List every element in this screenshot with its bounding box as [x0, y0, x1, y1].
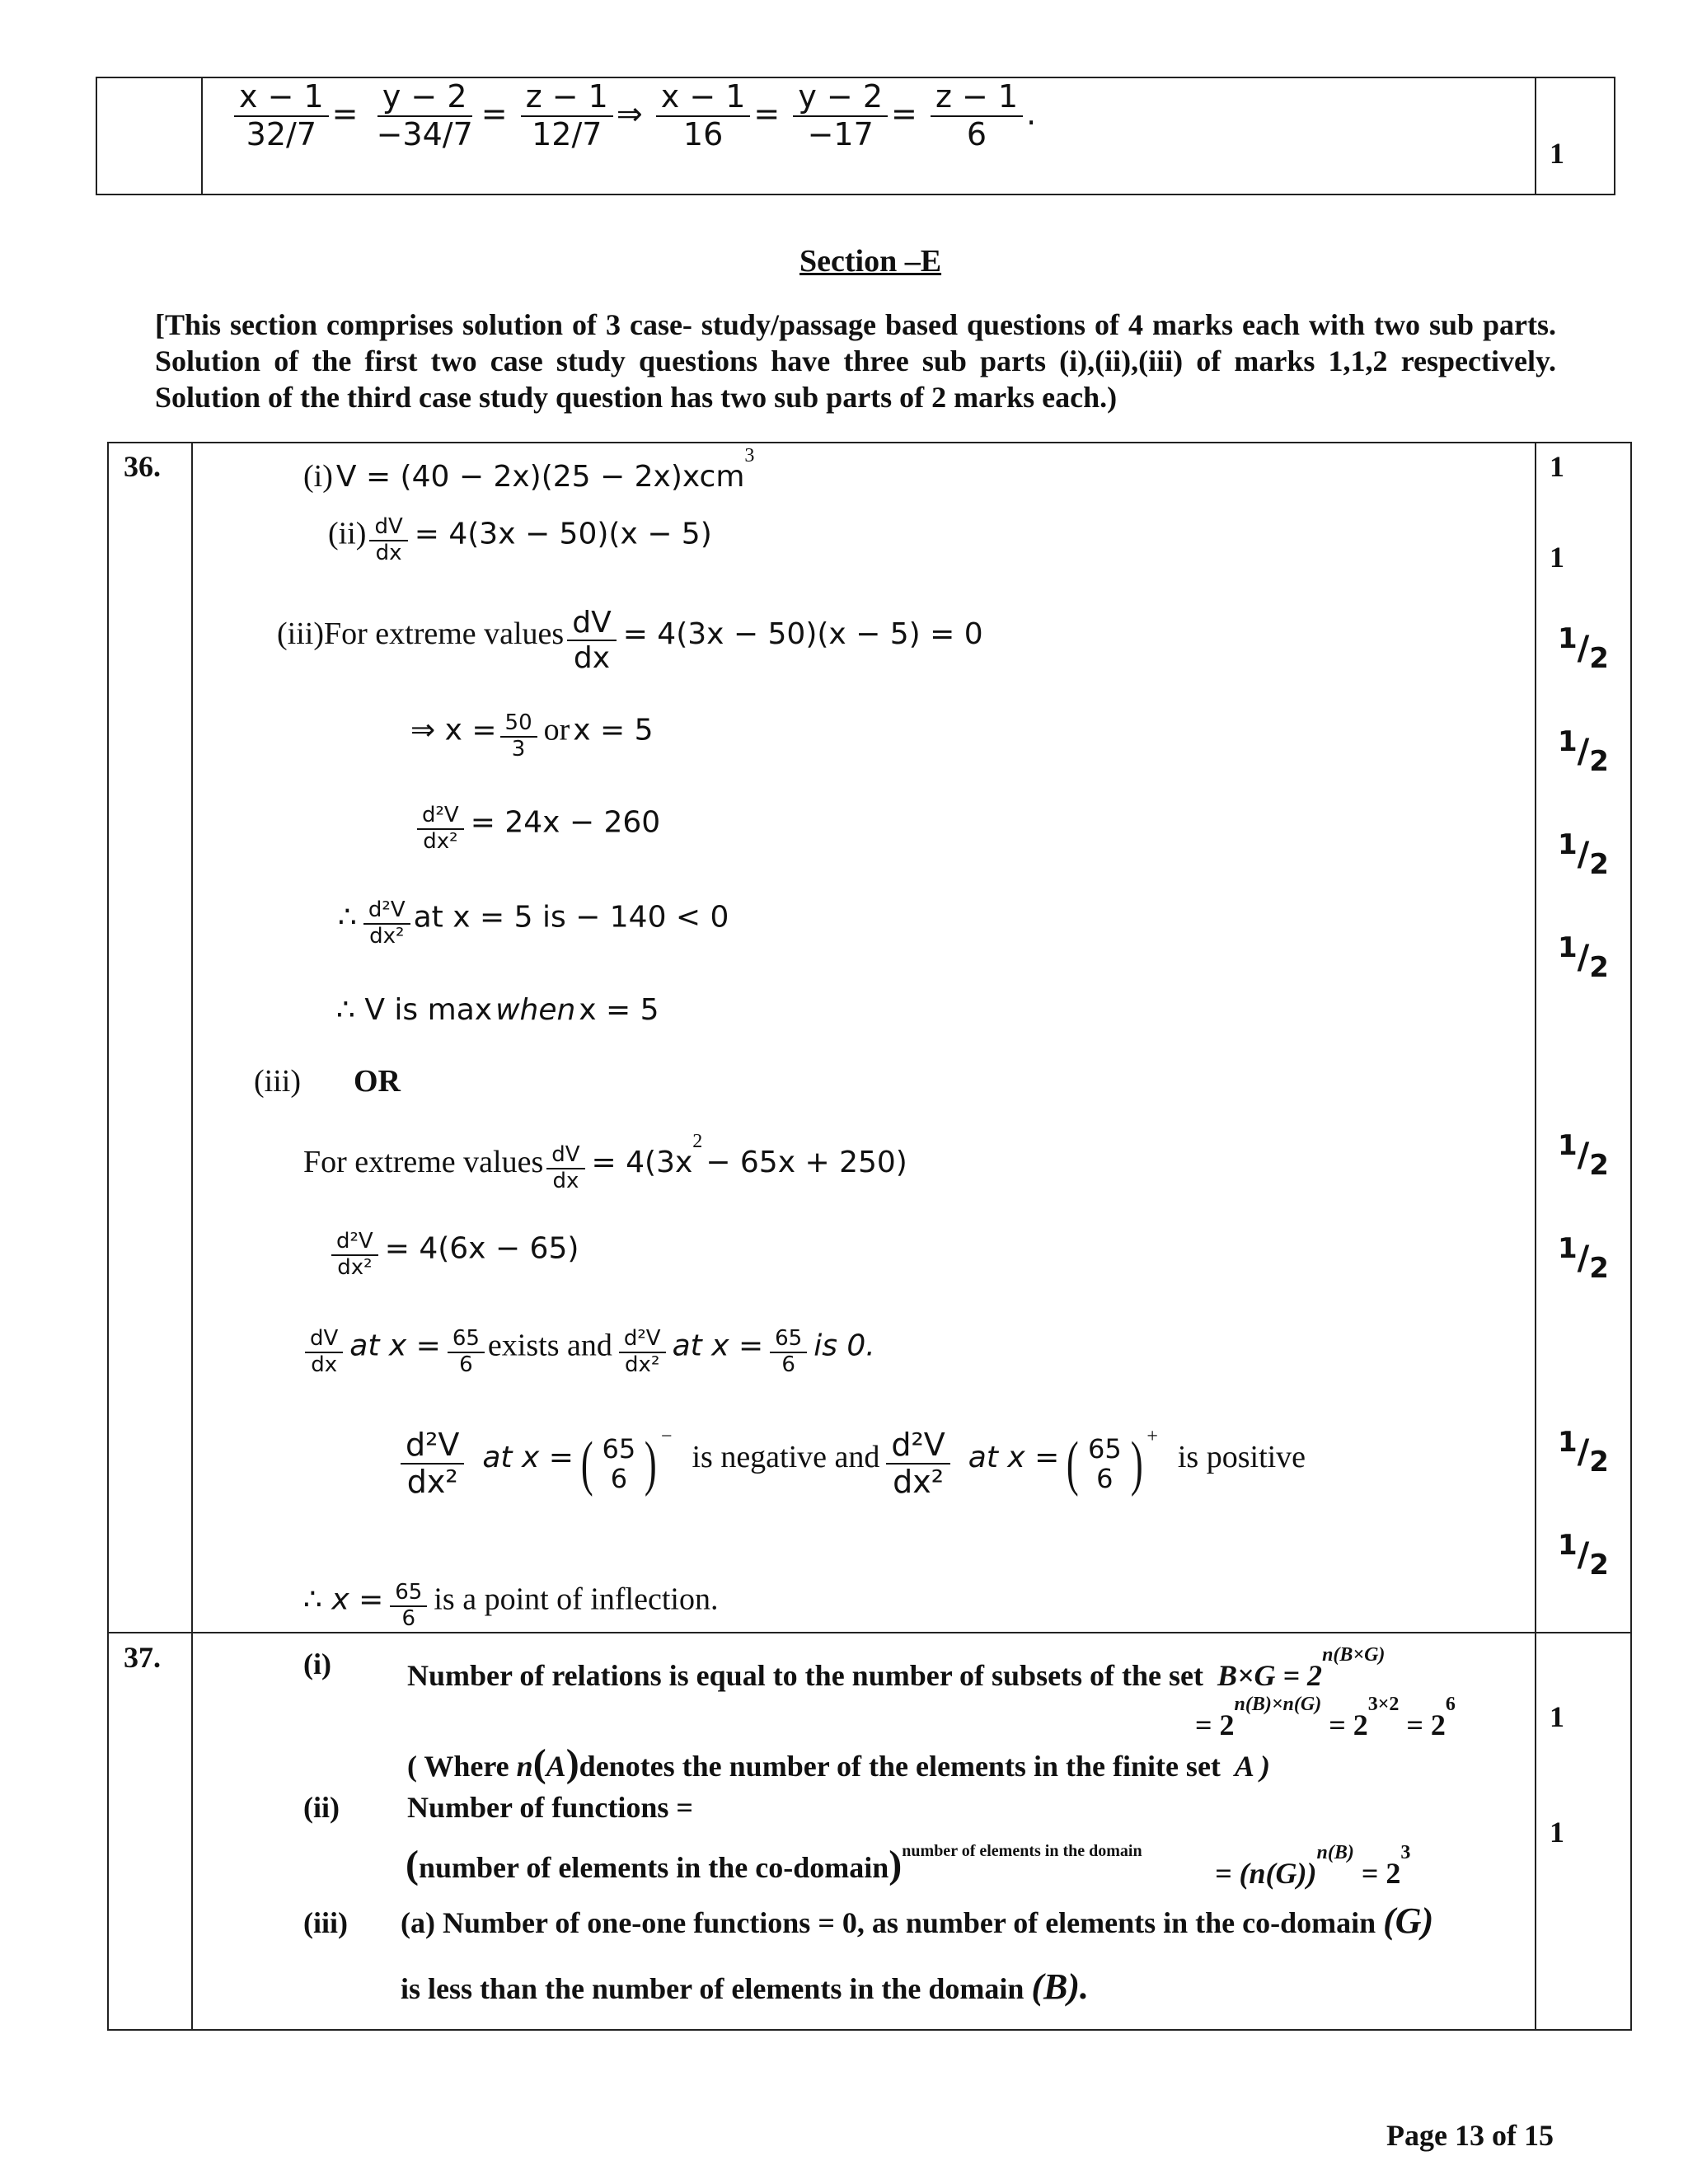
- q37-ii-text: Number of functions =: [407, 1791, 693, 1824]
- top-row-divider-right: [1535, 77, 1536, 195]
- top-row-mark: 1: [1550, 137, 1564, 170]
- q36-or-first-derivative: For extreme values $\frac{dV}{dx}$ = 4(3x2 − 65x + 250): [303, 1131, 907, 1194]
- q36-v-max: ∴ V is max when x = 5: [336, 993, 659, 1027]
- q37-ii-formula: (number of elements in the co-domain)$^{number of elements in the domain}$: [406, 1842, 1142, 1886]
- table-col-divider-left: [191, 442, 193, 2031]
- q36-part-i: (i) V = (40 − 2x)(25 − 2x)xcm3: [303, 445, 755, 494]
- q37-where-note: ( Where n(A)denotes the number of the elements in the finite set A ): [407, 1741, 1270, 1785]
- q36-second-derivative-at-5: ∴ $\frac{\text{d²V}}{\text{dx²}}$ at x = 5 is − 140 < 0: [338, 898, 729, 949]
- question-number-36: 36.: [124, 450, 161, 483]
- q36-mark-half-8: $^1/_2$: [1558, 1529, 1609, 1582]
- q36-or-second-derivative: $\frac{\text{d²V}}{\text{dx²}}$ = 4(6x − 65): [328, 1230, 579, 1281]
- q36-inflection: ∴ x = $\frac{65}{6}$ is a point of inflection.: [303, 1580, 719, 1631]
- top-row-divider-left: [201, 77, 203, 195]
- q36-second-derivative: $\frac{\text{d²V}}{\text{dx²}}$ = 24x − 260: [414, 804, 660, 855]
- q36-part-ii: (ii) $\frac{dV}{dx}$ = 4(3x − 50)(x − 5): [328, 514, 712, 565]
- q36-or-heading: (iii) OR: [254, 1064, 401, 1099]
- q37-iii-label: (iii): [303, 1906, 348, 1939]
- table-row-divider: [107, 1632, 1632, 1633]
- q37-mark-i: 1: [1550, 1700, 1564, 1733]
- q36-mark-half-1: $^1/_2$: [1558, 622, 1609, 675]
- q37-i-label: (i): [303, 1647, 331, 1680]
- table-col-divider-right: [1535, 442, 1536, 2031]
- q36-mark-i: 1: [1550, 450, 1564, 483]
- q37-mark-ii: 1: [1550, 1816, 1564, 1849]
- q36-mark-half-7: $^1/_2$: [1558, 1426, 1609, 1479]
- q36-or-exists: $\frac{dV}{dx}$ at x = $\frac{65}{6}$ exists and $\frac{\text{d²V}}{\text{dx²}}$ at x = $\frac{65}{6}$ is 0.: [302, 1327, 875, 1378]
- page-number: Page 13 of 15: [1386, 2119, 1554, 2152]
- line-equation: $\frac{x - 1}{32/7}$ = $\frac{y - 2}{-34/7}$ = $\frac{z - 1}{12/7}$ ⇒ $\frac{x - 1}{16}$ = $\frac{y - 2}{-17}$ = $\frac{z - 1}{6}$ .: [231, 79, 1036, 152]
- q36-mark-ii: 1: [1550, 541, 1564, 574]
- q37-ii-label: (ii): [303, 1791, 340, 1824]
- q36-part-iii: (iii)For extreme values $\frac{dV}{dx}$ = 4(3x − 50)(x − 5) = 0: [277, 606, 983, 676]
- q36-mark-half-2: $^1/_2$: [1558, 725, 1609, 778]
- section-description: [This section comprises solution of 3 case- study/passage based questions of 4 marks each with two sub parts. Solution of the first two case study questions have three sub parts (i),(ii),(iii) of marks 1,1,2 respectively. Solution of the third case study question has two sub parts of 2 marks each.): [155, 308, 1556, 414]
- question-number-37: 37.: [124, 1641, 161, 1674]
- section-title: Section –E: [799, 244, 942, 279]
- q36-mark-half-6: $^1/_2$: [1558, 1232, 1609, 1285]
- q37-iii-text2: is less than the number of elements in the domain (B).: [401, 1966, 1090, 2007]
- q37-iii-text: (a) Number of one-one functions = 0, as number of elements in the co-domain (G): [401, 1900, 1434, 1941]
- q36-critical-points: ⇒ x = $\frac{50}{3}$ or x = 5: [410, 710, 654, 762]
- q36-mark-half-4: $^1/_2$: [1558, 931, 1609, 984]
- q37-i-text: Number of relations is equal to the number of subsets of the set $B\times G = 2^{n(B\times G)}$: [407, 1644, 1386, 1692]
- q36-or-sign-change: $\frac{\text{d²V}}{\text{dx²}}$ at x = ( 65 6 ) − is negative and $\frac{\text{d²V}}{\text{dx²}}$ at x = ( 65 6 ) + is positive: [397, 1426, 1306, 1501]
- q36-mark-half-3: $^1/_2$: [1558, 828, 1609, 881]
- q37-i-line2: = $2^{n(B)\times n(G)} = 2^{3\times 2} = 2^6$: [1195, 1694, 1456, 1741]
- q37-ii-result: = $(n(G))^{n(B)} = 2^3$: [1215, 1842, 1411, 1890]
- q36-mark-half-5: $^1/_2$: [1558, 1129, 1609, 1182]
